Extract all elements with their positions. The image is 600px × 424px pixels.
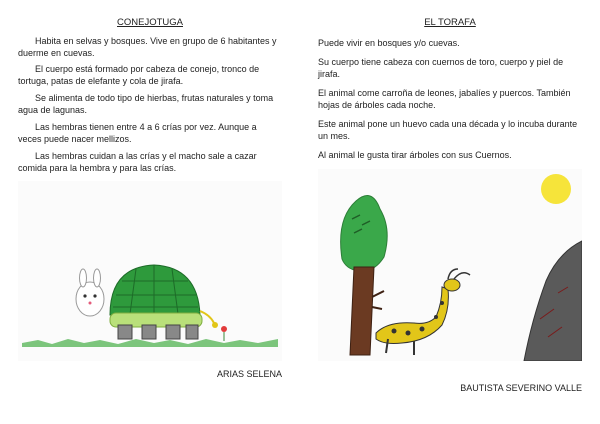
right-paragraph-2: Su cuerpo tiene cabeza con cuernos de toro, cuerpo y piel de jirafa. bbox=[318, 57, 564, 79]
rabbit-head bbox=[76, 282, 104, 316]
right-paragraph-5: Al animal le gusta tirar árboles con sus Cuernos. bbox=[318, 150, 512, 160]
left-paragraph-5: Las hembras cuidan a las crías y el macho sale a cazar comida para la hembra y para las crías. bbox=[18, 151, 257, 173]
right-story-title: EL TORAFA bbox=[424, 17, 476, 28]
left-story-title: CONEJOTUGA bbox=[117, 17, 183, 28]
right-paragraph-3: El animal come carroña de leones, jabalíes y puercos. También hojas de árboles cada noche. bbox=[318, 88, 571, 110]
right-paragraph-1: Puede vivir en bosques y/o cuevas. bbox=[318, 38, 460, 48]
torafa-drawing bbox=[318, 169, 582, 361]
left-paragraph-2: El cuerpo está formado por cabeza de conejo, tronco de tortuga, patas de elefante y cola de jirafa. bbox=[18, 64, 260, 86]
right-paragraph-4: Este animal pone un huevo cada una década y lo incuba durante un mes. bbox=[318, 119, 578, 141]
sun-icon bbox=[541, 174, 571, 204]
left-paragraph-1: Habita en selvas y bosques. Vive en grupo de 6 habitantes y duerme en cuevas. bbox=[18, 36, 277, 58]
left-author: ARIAS SELENA bbox=[216, 369, 282, 379]
tree-trunk bbox=[350, 267, 374, 355]
flower-icon bbox=[221, 326, 227, 332]
right-author: BAUTISTA SEVERINO VALLE bbox=[460, 383, 582, 393]
left-paragraph-4: Las hembras tienen entre 4 a 6 crías por vez. Aunque a veces puede nacer mellizos. bbox=[18, 122, 257, 144]
conejotuga-drawing bbox=[18, 181, 282, 361]
elephant-leg bbox=[118, 325, 132, 339]
left-paragraph-3: Se alimenta de todo tipo de hierbas, frutas naturales y toma agua de lagunas. bbox=[18, 93, 274, 115]
torafa-head bbox=[444, 279, 460, 291]
